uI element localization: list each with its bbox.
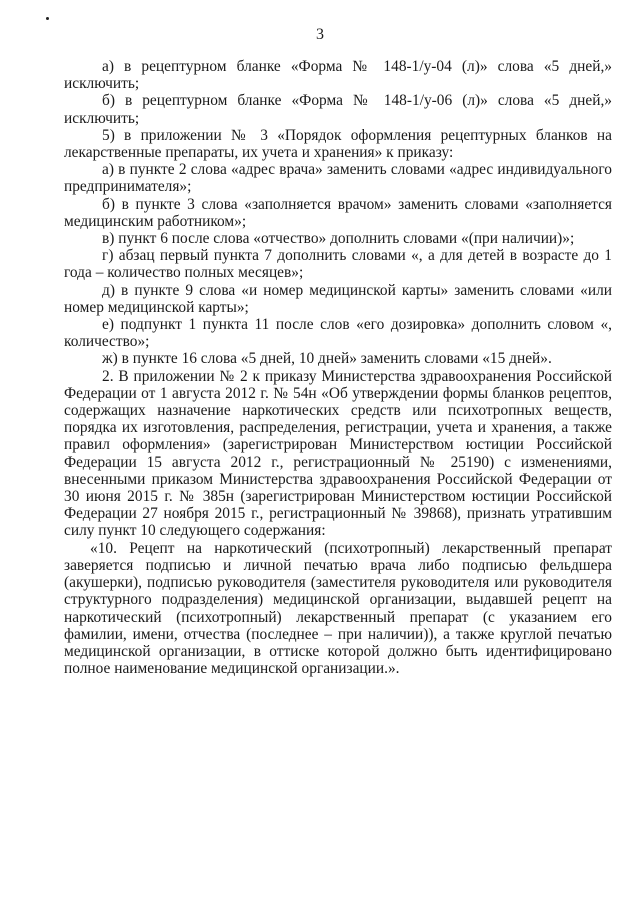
paragraph-5: 5) в приложении № 3 «Порядок оформления рецептурных бланков на лекарственные препараты, их учета и хранения» к приказу: <box>64 126 612 162</box>
document-body <box>64 58 612 677</box>
paragraph-5d: д) в пункте 9 слова «и номер медицинской карты» заменить словами «или номер медицинской карты»; <box>64 281 612 316</box>
paragraph-5a: а) в пункте 2 слова «адрес врача» заменить словами «адрес индивидуального предпринимателя»; <box>64 161 612 196</box>
paragraph-4a: а) в рецептурном бланке «Форма № 148-1/у-04 (л)» слова «5 дней,» исключить; <box>64 58 612 93</box>
paragraph-quote-10: «10. Рецепт на наркотический (психотропный) лекарственный препарат заверяется подписью и личной печатью врача либо подписью фельдшера (акушерки), подписью руководителя (заместителя руководителя или руководителя структурного подразделения) медицинской организации, выдавшей рецепт на наркотический (психотропный) лекарственный препарат (с указанием его фамилии, имени, отчества (последнее – при наличии)), а также круглой печатью медицинской организации, в оттиске которой должно быть идентифицировано полное наименование медицинской организации.». <box>64 539 612 678</box>
scan-speck <box>46 17 49 20</box>
paragraph-2: 2. В приложении № 2 к приказу Министерства здравоохранения Российской Федерации от 1 августа 2012 г. № 54н «Об утверждении формы бланков рецептов, содержащих назначение наркотических средств или психотропных веществ, порядка их изготовления, распределения, регистрации, учета и хранения, а также правил оформления» (зарегистрирован Министерством юстиции Российской Федерации 15 августа 2012 г., регистрационный № 25190) с изменениями, внесенными приказом Министерства здравоохранения Российской Федерации от 30 июня 2015 г. № 385н (зарегистрирован Министерством юстиции Российской Федерации 27 ноября 2015 г., регистрационный № 39868), признать утратившим силу пункт 10 следующего содержания: <box>64 367 612 540</box>
paragraph-5v: в) пункт 6 после слова «отчество» дополнить словами «(при наличии)»; <box>102 230 575 248</box>
paragraph-5zh: ж) в пункте 16 слова «5 дней, 10 дней» заменить словами «15 дней». <box>102 350 552 368</box>
paragraph-5e: е) подпункт 1 пункта 11 после слов «его дозировка» дополнить словом «, количество»; <box>64 316 612 351</box>
paragraph-5g: г) абзац первый пункта 7 дополнить словами «, а для детей в возрасте до 1 года – количество полных месяцев»; <box>64 247 612 282</box>
page-number: 3 <box>316 26 324 43</box>
paragraph-4b: б) в рецептурном бланке «Форма № 148-1/у-06 (л)» слова «5 дней,» исключить; <box>64 92 612 127</box>
paragraph-5b: б) в пункте 3 слова «заполняется врачом» заменить словами «заполняется медицинским работником»; <box>64 195 612 230</box>
